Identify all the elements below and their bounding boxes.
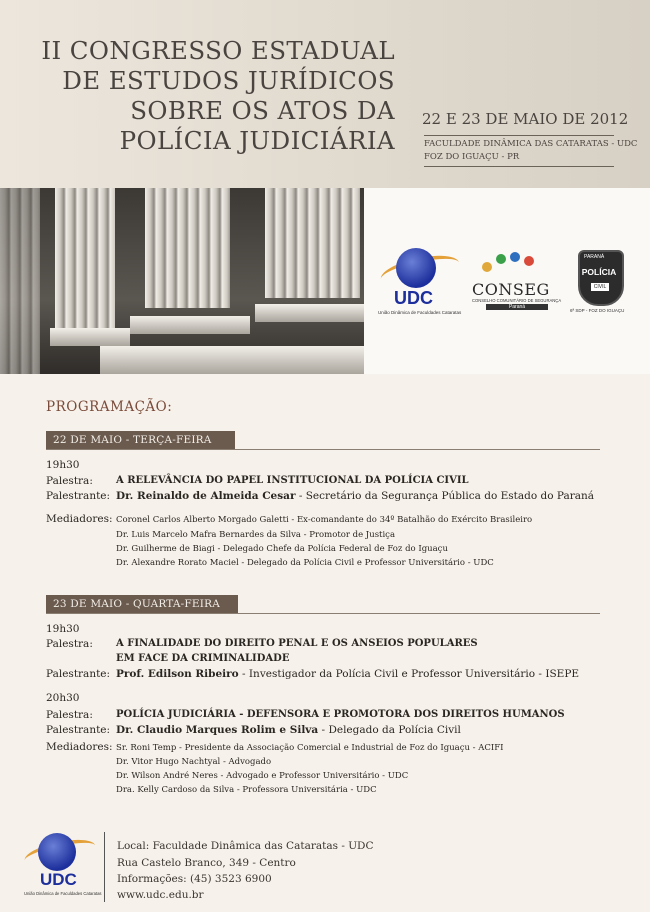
- talk-title: A RELEVÂNCIA DO PAPEL INSTITUCIONAL DA POLÍCIA CIVIL: [116, 475, 469, 486]
- day-label: 23 DE MAIO - QUARTA-FEIRA: [46, 595, 238, 613]
- event-venue: [424, 134, 637, 167]
- speaker-label: Palestrante:: [46, 668, 111, 680]
- speaker-role: - Investigador da Polícia Civil e Professor Universitário - ISEPE: [238, 668, 580, 680]
- divider: [424, 135, 614, 136]
- speaker-label: Palestrante:: [46, 724, 111, 736]
- conseg-logo-text: CONSEG: [472, 280, 550, 299]
- venue-line: FACULDADE DINÂMICA DAS CATARATAS - UDC: [424, 139, 638, 149]
- speaker-label: Palestrante:: [46, 490, 111, 502]
- footer-phone: Informações: (45) 3523 6900: [117, 873, 272, 885]
- talk-label: Palestra:: [46, 475, 93, 487]
- speaker-name: Prof. Edilson Ribeiro: [116, 668, 239, 680]
- mediator-item: Dr. Vitor Hugo Nachtyal - Advogado: [116, 757, 272, 767]
- conseg-logo-subtitle: CONSELHO COMUNITÁRIO DE SEGURANÇA: [472, 298, 562, 303]
- divider: [104, 832, 105, 902]
- footer-logo-text: UDC: [40, 870, 77, 889]
- mediator-item: Coronel Carlos Alberto Morgado Galetti - Ex-comandante do 34º Batalhão do Exército Brasileiro: [116, 515, 533, 525]
- title-line: SOBRE OS ATOS DA: [130, 96, 395, 125]
- divider: [46, 449, 600, 450]
- speaker-name: Dr. Claudio Marques Rolim e Silva: [116, 724, 319, 736]
- badge-subtitle: CIVIL: [591, 283, 609, 291]
- udc-globe-icon: [396, 248, 436, 288]
- program-heading: PROGRAMAÇÃO:: [46, 399, 173, 415]
- talk-title: EM FACE DA CRIMINALIDADE: [116, 653, 290, 664]
- divider: [46, 613, 600, 614]
- conseg-state: Paraná: [486, 304, 548, 310]
- mediator-item: Dr. Alexandre Rorato Maciel - Delegado da Polícia Civil e Professor Universitário - UDC: [116, 558, 494, 568]
- conseg-people-icon: [482, 252, 538, 276]
- column-base: [130, 316, 250, 334]
- udc-logo-text: UDC: [394, 288, 433, 308]
- udc-logo-subtitle: União Dinâmica de Faculdades Cataratas: [378, 310, 462, 315]
- mediator-item: Sr. Roni Temp - Presidente da Associação Comercial e Industrial de Foz do Iguaçu - ACIFI: [116, 743, 504, 753]
- column-base: [50, 328, 130, 346]
- column-shape: [0, 188, 40, 374]
- title-line: POLÍCIA JUDICIÁRIA: [119, 126, 395, 155]
- badge-caption: 6ª SDP - FOZ DO IGUAÇU: [570, 308, 625, 313]
- partner-logos: [372, 240, 650, 330]
- footer-website[interactable]: www.udc.edu.br: [117, 889, 204, 901]
- session-time: 19h30: [46, 459, 80, 471]
- title-line: II CONGRESSO ESTADUAL: [41, 36, 395, 65]
- columns-photo: [0, 188, 364, 374]
- event-date: 22 E 23 DE MAIO DE 2012: [422, 110, 629, 128]
- mediators-label: Mediadores:: [46, 741, 113, 753]
- speaker: [116, 490, 594, 502]
- mediator-item: Dra. Kelly Cardoso da Silva - Professora Universitária - UDC: [116, 785, 377, 795]
- title-line: DE ESTUDOS JURÍDICOS: [62, 66, 395, 95]
- talk-title: A FINALIDADE DO DIREITO PENAL E OS ANSEIOS POPULARES: [116, 638, 478, 649]
- speaker-name: Dr. Reinaldo de Almeida Cesar: [116, 490, 296, 502]
- page-title: [41, 36, 395, 156]
- badge-title: POLÍCIA: [581, 267, 617, 277]
- session-time: 20h30: [46, 692, 80, 704]
- column-shape: [55, 188, 115, 328]
- divider: [424, 166, 614, 167]
- footer-location: Local: Faculdade Dinâmica das Cataratas - UDC: [117, 840, 374, 852]
- talk-label: Palestra:: [46, 638, 93, 650]
- speaker-role: - Secretário da Segurança Pública do Estado do Paraná: [295, 490, 595, 502]
- column-base: [100, 346, 364, 374]
- column-shape: [265, 188, 360, 298]
- speaker: [116, 668, 579, 680]
- badge-state: PARANÁ: [584, 254, 605, 260]
- speaker: [116, 724, 461, 736]
- mediator-item: Dr. Wilson André Neres - Advogado e Professor Universitário - UDC: [116, 771, 409, 781]
- column-shape: [145, 188, 230, 308]
- session-time: 19h30: [46, 623, 80, 635]
- venue-line: FOZ DO IGUAÇU - PR: [424, 152, 520, 162]
- mediator-item: Dr. Guilherme de Biagi - Delegado Chefe da Polícia Federal de Foz do Iguaçu: [116, 544, 448, 554]
- talk-title: POLÍCIA JUDICIÁRIA - DEFENSORA E PROMOTORA DOS DIREITOS HUMANOS: [116, 709, 565, 720]
- mediator-item: Dr. Luis Marcelo Mafra Bernardes da Silva - Promotor de Justiça: [116, 530, 396, 540]
- footer-logo-subtitle: União Dinâmica de Faculdades Cataratas: [24, 891, 102, 896]
- day-label: 22 DE MAIO - TERÇA-FEIRA: [46, 431, 235, 449]
- footer-address: Rua Castelo Branco, 349 - Centro: [117, 857, 296, 869]
- talk-label: Palestra:: [46, 709, 93, 721]
- column-base: [255, 304, 364, 322]
- speaker-role: - Delegado da Polícia Civil: [318, 724, 461, 736]
- udc-globe-icon: [38, 833, 76, 871]
- mediators-label: Mediadores:: [46, 513, 113, 525]
